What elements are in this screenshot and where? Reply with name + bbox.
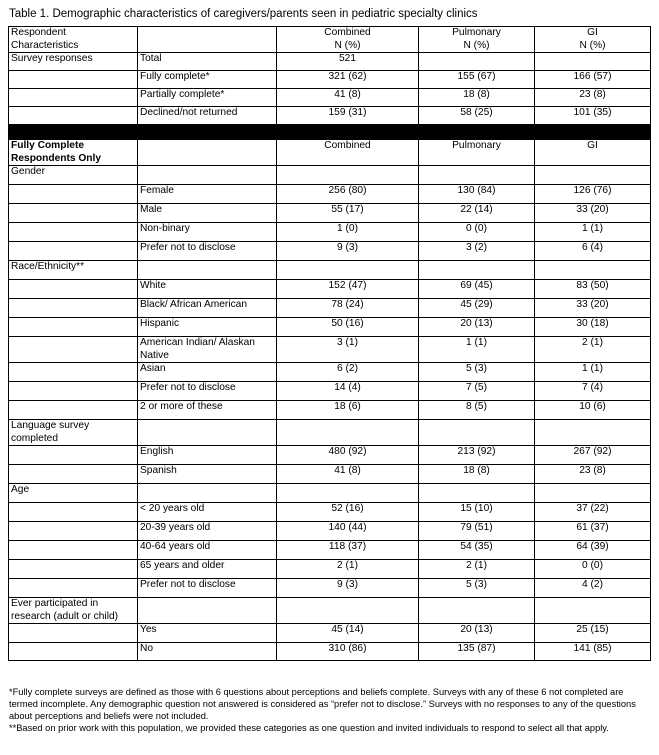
- row-label: 65 years and older: [138, 560, 277, 579]
- race-label: Race/Ethnicity**: [9, 261, 138, 280]
- cell-value: 45 (14): [277, 624, 419, 643]
- row-label: Prefer not to disclose: [138, 382, 277, 401]
- demographics-table: [8, 26, 651, 661]
- table-row: [9, 71, 651, 89]
- cell-value: 33 (20): [535, 204, 651, 223]
- row-label: Fully complete*: [138, 71, 277, 89]
- row-label: No: [138, 643, 277, 661]
- section-divider: [9, 125, 651, 140]
- table-row: [9, 401, 651, 420]
- cell-value: 54 (35): [419, 541, 535, 560]
- table-row: [9, 107, 651, 125]
- cell-value: 1 (1): [535, 363, 651, 382]
- cell-value: 37 (22): [535, 503, 651, 522]
- table-row: [9, 318, 651, 337]
- row-label: American Indian/ Alaskan Native: [138, 337, 277, 363]
- cell-value: 2 (1): [277, 560, 419, 579]
- cell-value: 9 (3): [277, 242, 419, 261]
- cell-value: 6 (4): [535, 242, 651, 261]
- cell-value: 152 (47): [277, 280, 419, 299]
- cell-value: 69 (45): [419, 280, 535, 299]
- cell-value: 140 (44): [277, 522, 419, 541]
- fully-complete-header: Fully Complete Respondents Only: [9, 140, 138, 166]
- cell-value: 10 (6): [535, 401, 651, 420]
- cell-value: 23 (8): [535, 89, 651, 107]
- gender-group-row: [9, 166, 651, 185]
- table-row: [9, 446, 651, 465]
- cell-value: 101 (35): [535, 107, 651, 125]
- cell-value: 130 (84): [419, 185, 535, 204]
- table-row: [9, 204, 651, 223]
- cell-value: 14 (4): [277, 382, 419, 401]
- row-label: 40-64 years old: [138, 541, 277, 560]
- table-row: [9, 503, 651, 522]
- language-group-row: [9, 420, 651, 446]
- cell-value: 52 (16): [277, 503, 419, 522]
- table-row: [9, 465, 651, 484]
- cell-value: 5 (3): [419, 363, 535, 382]
- cell-value: 3 (1): [277, 337, 419, 363]
- row-label: Non-binary: [138, 223, 277, 242]
- cell-value: 58 (25): [419, 107, 535, 125]
- subheader-row: [9, 140, 651, 166]
- cell-value: 3 (2): [419, 242, 535, 261]
- cell-value: 256 (80): [277, 185, 419, 204]
- row-label: Spanish: [138, 465, 277, 484]
- cell-value: 155 (67): [419, 71, 535, 89]
- cell-value: 25 (15): [535, 624, 651, 643]
- cell-value: 30 (18): [535, 318, 651, 337]
- age-group-row: [9, 484, 651, 503]
- row-label: Prefer not to disclose: [138, 579, 277, 598]
- cell-value: 521: [277, 53, 419, 71]
- cell-value: 321 (62): [277, 71, 419, 89]
- cell-value: 5 (3): [419, 579, 535, 598]
- cell-value: 0 (0): [419, 223, 535, 242]
- table-row: [9, 643, 651, 661]
- row-group-label: Survey responses: [9, 53, 138, 71]
- header-respondent: Respondent Characteristics: [9, 27, 138, 53]
- table-row: [9, 53, 651, 71]
- table-row: [9, 382, 651, 401]
- row-label: White: [138, 280, 277, 299]
- cell-value: 15 (10): [419, 503, 535, 522]
- row-label: 2 or more of these: [138, 401, 277, 420]
- cell-value: 33 (20): [535, 299, 651, 318]
- table-row: [9, 363, 651, 382]
- table-row: [9, 579, 651, 598]
- cell-value: 20 (13): [419, 318, 535, 337]
- header-gi: GI N (%): [535, 27, 651, 53]
- cell-value: 8 (5): [419, 401, 535, 420]
- footnotes: [9, 686, 654, 734]
- subheader-gi: GI: [535, 140, 651, 166]
- cell-value: 23 (8): [535, 465, 651, 484]
- cell-value: 7 (5): [419, 382, 535, 401]
- row-label: Female: [138, 185, 277, 204]
- row-label: Total: [138, 53, 277, 71]
- row-label: 20-39 years old: [138, 522, 277, 541]
- cell-value: 1 (0): [277, 223, 419, 242]
- race-group-row: [9, 261, 651, 280]
- table-row: [9, 541, 651, 560]
- row-label: Black/ African American: [138, 299, 277, 318]
- cell-value: 18 (8): [419, 465, 535, 484]
- header-blank: [138, 27, 277, 53]
- research-label: Ever participated in research (adult or child): [9, 598, 138, 624]
- cell-value: 9 (3): [277, 579, 419, 598]
- age-label: Age: [9, 484, 138, 503]
- cell-value: 83 (50): [535, 280, 651, 299]
- cell-value: 41 (8): [277, 465, 419, 484]
- cell-value: 213 (92): [419, 446, 535, 465]
- subheader-pulmonary: Pulmonary: [419, 140, 535, 166]
- row-label: English: [138, 446, 277, 465]
- cell-value: 126 (76): [535, 185, 651, 204]
- row-label: Yes: [138, 624, 277, 643]
- gender-label: Gender: [9, 166, 138, 185]
- cell-value: 64 (39): [535, 541, 651, 560]
- row-label: Prefer not to disclose: [138, 242, 277, 261]
- row-label: Partially complete*: [138, 89, 277, 107]
- row-label: < 20 years old: [138, 503, 277, 522]
- cell-value: 118 (37): [277, 541, 419, 560]
- cell-value: 41 (8): [277, 89, 419, 107]
- table-caption: Table 1. Demographic characteristics of caregivers/parents seen in pediatric specialty clinics: [9, 8, 478, 20]
- header-row: [9, 27, 651, 53]
- table-row: [9, 280, 651, 299]
- row-label: Male: [138, 204, 277, 223]
- cell-value: 50 (16): [277, 318, 419, 337]
- cell-value: 55 (17): [277, 204, 419, 223]
- cell-value: 1 (1): [535, 223, 651, 242]
- cell-value: 480 (92): [277, 446, 419, 465]
- table-row: [9, 185, 651, 204]
- cell-value: 45 (29): [419, 299, 535, 318]
- cell-value: 7 (4): [535, 382, 651, 401]
- footnote-1: *Fully complete surveys are defined as those with 6 questions about perceptions and beliefs complete. Surveys with any of these 6 not completed are termed incomplete. Any demographic question not answered is considered as “prefer not to disclose.” Surveys with no responses to any of the questions about perceptions and beliefs were not included.: [9, 687, 636, 721]
- cell-value: 22 (14): [419, 204, 535, 223]
- row-label: Asian: [138, 363, 277, 382]
- table-row: [9, 242, 651, 261]
- cell-value: 0 (0): [535, 560, 651, 579]
- cell-value: 1 (1): [419, 337, 535, 363]
- cell-value: 61 (37): [535, 522, 651, 541]
- language-label: Language survey completed: [9, 420, 138, 446]
- cell-value: 18 (6): [277, 401, 419, 420]
- table-row: [9, 89, 651, 107]
- cell-value: 135 (87): [419, 643, 535, 661]
- table-row: [9, 624, 651, 643]
- cell-value: 141 (85): [535, 643, 651, 661]
- cell-value: 310 (86): [277, 643, 419, 661]
- cell-value: 2 (1): [535, 337, 651, 363]
- subheader-combined: Combined: [277, 140, 419, 166]
- table-row: [9, 223, 651, 242]
- row-label: Hispanic: [138, 318, 277, 337]
- research-group-row: [9, 598, 651, 624]
- cell-value: 6 (2): [277, 363, 419, 382]
- header-combined: Combined N (%): [277, 27, 419, 53]
- cell-value: 267 (92): [535, 446, 651, 465]
- cell-value: 20 (13): [419, 624, 535, 643]
- table-row: [9, 560, 651, 579]
- cell-value: 2 (1): [419, 560, 535, 579]
- footnote-2: **Based on prior work with this population, we provided these categories as one question and invited individuals to respond to select all that apply.: [9, 723, 609, 733]
- cell-value: 79 (51): [419, 522, 535, 541]
- header-pulmonary: Pulmonary N (%): [419, 27, 535, 53]
- cell-value: 18 (8): [419, 89, 535, 107]
- table-row: [9, 299, 651, 318]
- table-row: [9, 522, 651, 541]
- cell-value: 159 (31): [277, 107, 419, 125]
- row-label: Declined/not returned: [138, 107, 277, 125]
- table-row: [9, 337, 651, 363]
- cell-value: 78 (24): [277, 299, 419, 318]
- cell-value: 166 (57): [535, 71, 651, 89]
- cell-value: 4 (2): [535, 579, 651, 598]
